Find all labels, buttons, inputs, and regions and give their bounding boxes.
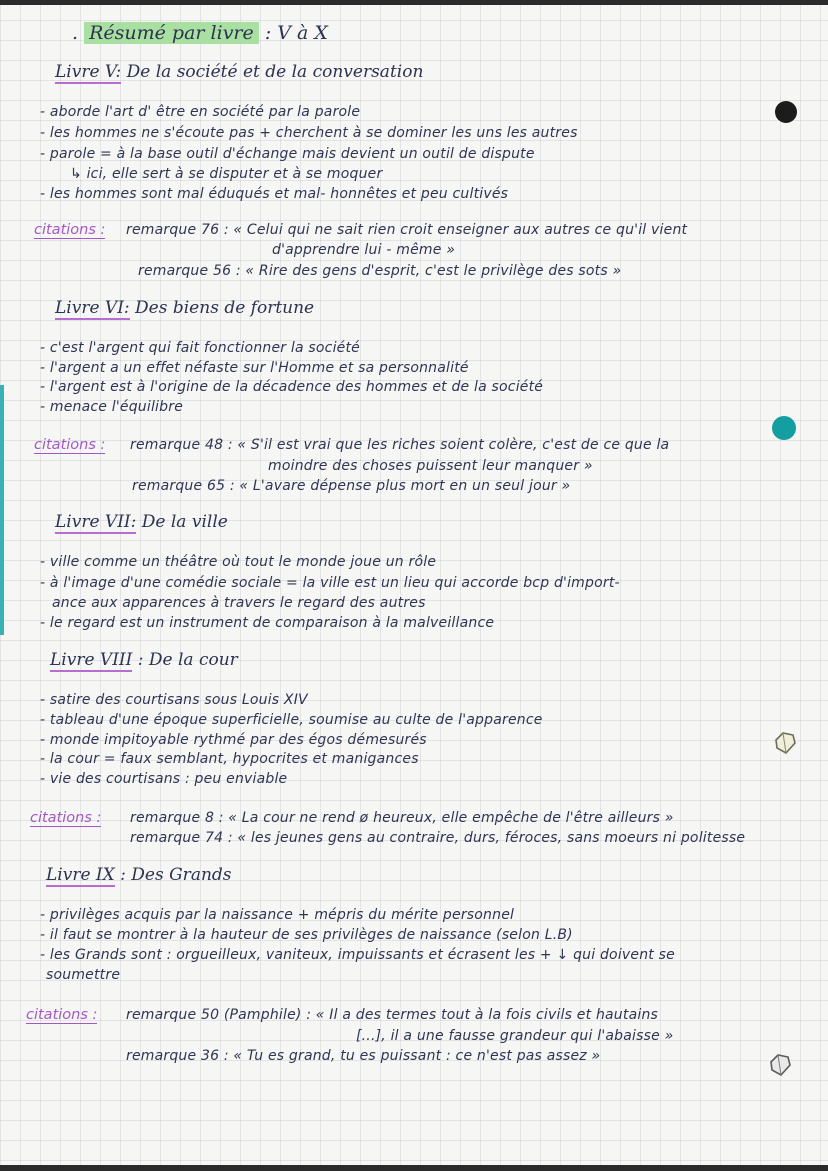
diamond-icon [767,1052,793,1078]
summary-point: - les hommes ne s'écoute pas + cherchent à se dominer les uns les autres [40,125,578,141]
summary-point: - tableau d'une époque superficielle, soumise au culte de l'apparence [40,712,543,728]
book-title: : De la cour [137,650,238,670]
citation-line: remarque 74 : « les jeunes gens au contraire, durs, féroces, sans moeurs ni politesse [130,830,746,846]
book-number: Livre V: [55,62,122,82]
citation-line: d'apprendre lui - même » [272,242,456,258]
summary-point: ance aux apparences à travers le regard des autres [52,595,426,611]
book-heading [55,298,314,318]
summary-point: - monde impitoyable rythmé par des égos démesurés [40,732,427,748]
summary-point: - c'est l'argent qui fait fonctionner la société [40,340,360,356]
book-number: Livre IX [46,865,115,885]
summary-point: - les Grands sont : orgueilleux, vaniteux, impuissants et écrasent les + ↓ qui doivent se [40,947,675,963]
summary-point: - aborde l'art d' être en société par la parole [40,104,361,120]
citation-line: remarque 76 : « Celui qui ne sait rien croit enseigner aux autres ce qu'il vient [126,222,688,238]
book-number: Livre VII: [55,512,137,532]
top-edge [0,0,828,5]
citation-line: remarque 56 : « Rire des gens d'esprit, c'est le privilège des sots » [138,263,622,279]
summary-point: - la cour = faux semblant, hypocrites et manigances [40,751,419,767]
book-title: De la ville [141,512,228,532]
summary-point: - l'argent est à l'origine de la décadence des hommes et de la société [40,379,544,395]
book-title: Des biens de fortune [135,298,315,318]
summary-point: ↳ ici, elle sert à se disputer et à se moquer [70,166,383,182]
citation-line: moindre des choses puissent leur manquer » [268,458,593,474]
summary-point: - vie des courtisans : peu enviable [40,771,288,787]
page-title [72,22,328,44]
title-highlight: Résumé par livre [84,22,259,44]
black-dot-sticker [775,101,797,123]
book-title: De la société et de la conversation [126,62,424,82]
summary-point: - il faut se montrer à la hauteur de ses privilèges de naissance (selon L.B) [40,927,573,943]
citation-line: remarque 65 : « L'avare dépense plus mort en un seul jour » [132,478,571,494]
title-bullet: . [72,22,79,44]
summary-point: - l'argent a un effet néfaste sur l'Homme et sa personnalité [40,360,469,376]
citation-line: remarque 48 : « S'il est vrai que les riches soient colère, c'est de ce que la [130,437,670,453]
citation-line: remarque 50 (Pamphile) : « Il a des termes tout à la fois civils et hautains [126,1007,659,1023]
book-heading [50,650,238,670]
book-number: Livre VIII [50,650,133,670]
book-number: Livre VI: [55,298,130,318]
book-heading [55,512,228,532]
citation-line: remarque 8 : « La cour ne rend ø heureux, elle empêche de l'être ailleurs » [130,810,674,826]
citations-label: citations : [34,222,106,238]
summary-point: - à l'image d'une comédie sociale = la ville est un lieu qui accorde bcp d'import- [40,575,620,591]
teal-dot-sticker [772,416,796,440]
book-heading [55,62,423,82]
citation-line: remarque 36 : « Tu es grand, tu es puissant : ce n'est pas assez » [126,1048,601,1064]
book-heading [46,865,232,885]
diamond-icon [772,730,798,756]
summary-point: - satire des courtisans sous Louis XIV [40,692,308,708]
side-tab [0,385,4,635]
summary-point: - parole = à la base outil d'échange mais devient un outil de dispute [40,146,535,162]
summary-point: - les hommes sont mal éduqués et mal- honnêtes et peu cultivés [40,186,509,202]
summary-point: - ville comme un théâtre où tout le monde joue un rôle [40,554,437,570]
summary-point: - menace l'équilibre [40,399,184,415]
summary-point: - le regard est un instrument de comparaison à la malveillance [40,615,495,631]
summary-point: - privilèges acquis par la naissance + mépris du mérite personnel [40,907,515,923]
summary-point: soumettre [46,967,121,983]
citations-label: citations : [26,1007,98,1023]
citation-line: [...], il a une fausse grandeur qui l'abaisse » [356,1028,674,1044]
citations-label: citations : [30,810,102,826]
book-title: : Des Grands [120,865,232,885]
citations-label: citations : [34,437,106,453]
bottom-edge [0,1165,828,1171]
title-range: : V à X [264,22,328,44]
